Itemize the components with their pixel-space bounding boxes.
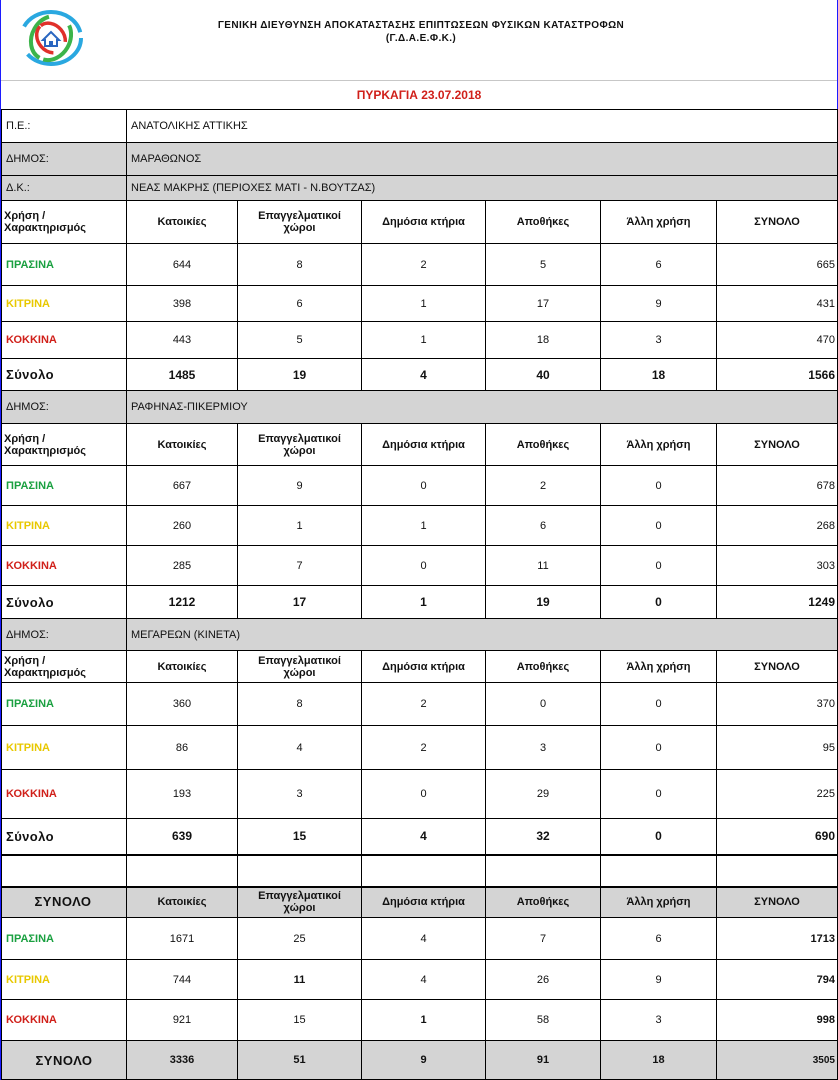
municipality-row [2,619,838,651]
cell: 398 [127,286,238,322]
cell: 0 [601,683,717,726]
region-label: Π.Ε.: [2,110,127,143]
col-other: Άλλη χρήση [601,651,717,683]
cell: 26 [486,960,601,1000]
cell: 225 [717,770,838,819]
table-row-sum [2,586,838,619]
cell: 6 [601,244,717,286]
cell: 0 [601,586,717,619]
cell: 9 [601,286,717,322]
col-business: Επαγγελματικοί χώροι [238,651,362,683]
cell: 644 [127,244,238,286]
cell: 29 [486,770,601,819]
grand-total-label: ΣΥΝΟΛΟ [2,887,127,918]
cell: 921 [127,1000,238,1041]
cell: 8 [238,683,362,726]
cell: 15 [238,1000,362,1041]
cell: 4 [362,960,486,1000]
col-public: Δημόσια κτήρια [362,201,486,244]
empty-cell [601,855,717,887]
row-label-sum: Σύνολο [2,819,127,855]
cell: 2 [362,726,486,770]
col-public: Δημόσια κτήρια [362,651,486,683]
row-label-yellow: ΚΙΤΡΙΝΑ [2,960,127,1000]
col-total: ΣΥΝΟΛΟ [717,424,838,466]
table-row-sum [2,819,838,855]
cell: 32 [486,819,601,855]
col-homes: Κατοικίες [127,651,238,683]
cell: 470 [717,322,838,359]
row-label-red: ΚΟΚΚΙΝΑ [2,770,127,819]
municipality-name: ΜΑΡΑΘΩΝΟΣ [127,143,838,176]
row-label-red: ΚΟΚΚΙΝΑ [2,1000,127,1041]
row-label-green: ΠΡΑΣΙΝΑ [2,466,127,506]
grand-total-sum-row [2,1041,838,1080]
cell: 18 [486,322,601,359]
empty-cell [717,855,838,887]
row-label-yellow: ΚΙΤΡΙΝΑ [2,726,127,770]
cell: 51 [238,1041,362,1080]
community-label: Δ.Κ.: [2,176,127,201]
cell: 744 [127,960,238,1000]
agency-logo [17,8,89,70]
row-label-red: ΚΟΚΚΙΝΑ [2,546,127,586]
cell: 794 [717,960,838,1000]
col-storage: Αποθήκες [486,651,601,683]
cell: 7 [486,918,601,960]
row-label-yellow: ΚΙΤΡΙΝΑ [2,286,127,322]
col-business: Επαγγελματικοί χώροι [238,887,362,918]
organization-name [151,19,691,45]
cell: 285 [127,546,238,586]
cell: 1713 [717,918,838,960]
region-value: ΑΝΑΤΟΛΙΚΗΣ ΑΤΤΙΚΗΣ [127,110,838,143]
cell: 1566 [717,359,838,391]
table-row-yellow [2,960,838,1000]
col-storage: Αποθήκες [486,201,601,244]
cell: 0 [362,546,486,586]
cell: 370 [717,683,838,726]
cell: 0 [601,466,717,506]
cell: 3 [238,770,362,819]
col-use: Χρήση / Χαρακτηρισμός [2,651,127,683]
cell: 3 [601,322,717,359]
row-label-sum: Σύνολο [2,586,127,619]
table-row-yellow [2,286,838,322]
cell: 17 [238,586,362,619]
cell: 0 [601,506,717,546]
cell: 665 [717,244,838,286]
empty-cell [2,855,127,887]
cell: 1 [362,322,486,359]
col-homes: Κατοικίες [127,201,238,244]
cell: 5 [486,244,601,286]
cell: 0 [486,683,601,726]
cell: 268 [717,506,838,546]
municipality-label: ΔΗΜΟΣ: [2,619,127,651]
event-title: ΠΥΡΚΑΓΙΑ 23.07.2018 [1,80,837,110]
empty-cell [127,855,238,887]
cell: 4 [362,819,486,855]
row-label-green: ΠΡΑΣΙΝΑ [2,683,127,726]
organization-name-line1: ΓΕΝΙΚΗ ΔΙΕΥΘΥΝΣΗ ΑΠΟΚΑΤΑΣΤΑΣΗΣ ΕΠΙΠΤΩΣΕΩΝ ΦΥΣΙΚΩΝ ΚΑΤΑΣΤΡΟΦΩΝ [217,20,625,31]
row-label-green: ΠΡΑΣΙΝΑ [2,244,127,286]
col-business: Επαγγελματικοί χώροι [238,424,362,466]
col-total: ΣΥΝΟΛΟ [717,651,838,683]
cell: 6 [486,506,601,546]
col-public: Δημόσια κτήρια [362,887,486,918]
cell: 1 [362,586,486,619]
cell: 360 [127,683,238,726]
cell: 2 [486,466,601,506]
cell: 1249 [717,586,838,619]
cell: 3336 [127,1041,238,1080]
region-row [2,110,838,143]
cell: 4 [362,918,486,960]
empty-cell [362,855,486,887]
col-other: Άλλη χρήση [601,887,717,918]
table-row-red [2,770,838,819]
cell: 7 [238,546,362,586]
empty-cell [486,855,601,887]
cell: 443 [127,322,238,359]
cell: 18 [601,359,717,391]
cell: 2 [362,244,486,286]
col-total: ΣΥΝΟΛΟ [717,201,838,244]
row-label-red: ΚΟΚΚΙΝΑ [2,322,127,359]
cell: 690 [717,819,838,855]
cell: 6 [601,918,717,960]
column-header-row [2,651,838,683]
row-label-yellow: ΚΙΤΡΙΝΑ [2,506,127,546]
cell: 1 [362,286,486,322]
table-row-green [2,466,838,506]
col-public: Δημόσια κτήρια [362,424,486,466]
cell: 1 [362,1000,486,1041]
grand-total-sum-label: ΣΥΝΟΛΟ [2,1041,127,1080]
cell: 86 [127,726,238,770]
column-header-row [2,424,838,466]
col-storage: Αποθήκες [486,887,601,918]
cell: 91 [486,1041,601,1080]
cell: 0 [601,770,717,819]
cell: 3 [601,1000,717,1041]
cell: 0 [601,546,717,586]
col-other: Άλλη χρήση [601,201,717,244]
document-header [1,0,837,80]
cell: 40 [486,359,601,391]
cell: 95 [717,726,838,770]
table-row-sum [2,359,838,391]
cell: 678 [717,466,838,506]
municipality-row [2,143,838,176]
cell: 303 [717,546,838,586]
col-other: Άλλη χρήση [601,424,717,466]
municipality-name: ΜΕΓΑΡΕΩΝ (ΚΙΝΕΤΑ) [127,619,838,651]
row-label-sum: Σύνολο [2,359,127,391]
cell: 0 [362,466,486,506]
cell: 17 [486,286,601,322]
cell: 4 [362,359,486,391]
table-row-green [2,244,838,286]
col-homes: Κατοικίες [127,887,238,918]
cell: 1485 [127,359,238,391]
municipality-label: ΔΗΜΟΣ: [2,143,127,176]
municipality-name: ΡΑΦΗΝΑΣ-ΠΙΚΕΡΜΙΟΥ [127,391,838,424]
spacer-row [2,855,838,887]
col-total: ΣΥΝΟΛΟ [717,887,838,918]
table-row-red [2,546,838,586]
cell: 431 [717,286,838,322]
cell: 9 [601,960,717,1000]
municipality-label: ΔΗΜΟΣ: [2,391,127,424]
col-storage: Αποθήκες [486,424,601,466]
cell: 15 [238,819,362,855]
cell: 193 [127,770,238,819]
cell: 11 [238,960,362,1000]
community-name: ΝΕΑΣ ΜΑΚΡΗΣ (ΠΕΡΙΟΧΕΣ ΜΑΤΙ - Ν.ΒΟΥΤΖΑΣ) [127,176,838,201]
cell: 3505 [717,1041,838,1080]
cell: 18 [601,1041,717,1080]
col-use: Χρήση / Χαρακτηρισμός [2,201,127,244]
cell: 6 [238,286,362,322]
col-homes: Κατοικίες [127,424,238,466]
cell: 260 [127,506,238,546]
cell: 667 [127,466,238,506]
cell: 4 [238,726,362,770]
cell: 19 [486,586,601,619]
grand-total-header-row [2,887,838,918]
cell: 2 [362,683,486,726]
cell: 0 [601,726,717,770]
cell: 0 [362,770,486,819]
cell: 9 [238,466,362,506]
table-row-green [2,683,838,726]
cell: 1 [362,506,486,546]
cell: 11 [486,546,601,586]
municipality-row [2,391,838,424]
damage-table [1,109,838,1080]
cell: 1212 [127,586,238,619]
community-row [2,176,838,201]
cell: 25 [238,918,362,960]
cell: 639 [127,819,238,855]
col-business: Επαγγελματικοί χώροι [238,201,362,244]
cell: 19 [238,359,362,391]
table-row-red [2,1000,838,1041]
table-row-red [2,322,838,359]
cell: 8 [238,244,362,286]
cell: 0 [601,819,717,855]
cell: 58 [486,1000,601,1041]
table-row-yellow [2,726,838,770]
cell: 1671 [127,918,238,960]
column-header-row [2,201,838,244]
cell: 998 [717,1000,838,1041]
cell: 1 [238,506,362,546]
cell: 3 [486,726,601,770]
row-label-green: ΠΡΑΣΙΝΑ [2,918,127,960]
table-row-green [2,918,838,960]
empty-cell [238,855,362,887]
cell: 9 [362,1041,486,1080]
col-use: Χρήση / Χαρακτηρισμός [2,424,127,466]
organization-abbreviation: (Γ.Δ.Α.Ε.Φ.Κ.) [385,33,457,44]
table-row-yellow [2,506,838,546]
cell: 5 [238,322,362,359]
